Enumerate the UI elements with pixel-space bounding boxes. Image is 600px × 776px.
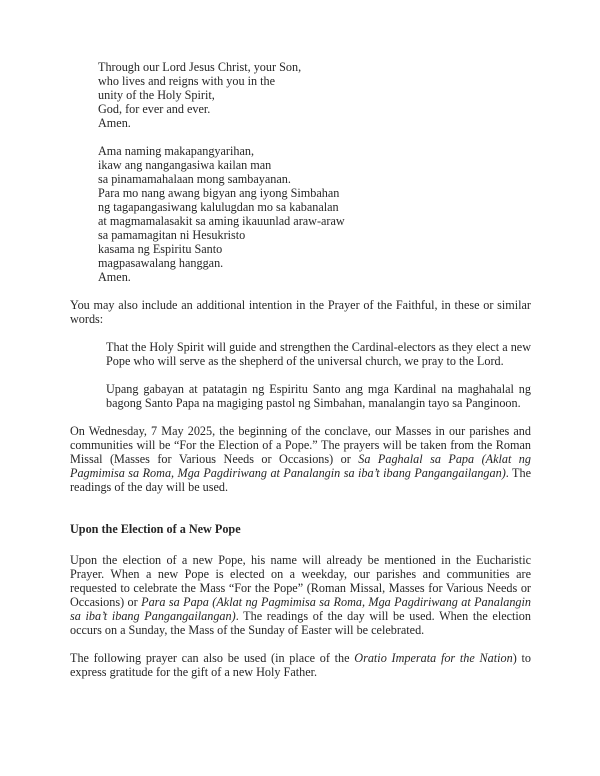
prayer-line: magpasawalang hanggan. [98,256,224,270]
prayer-line: unity of the Holy Spirit, [98,88,215,102]
prayer-line: sa pamamagitan ni Hesukristo [98,228,246,242]
conclave-paragraph [70,424,531,494]
prayer-line: Amen. [98,116,131,130]
prayer-line: kasama ng Espiritu Santo [98,242,223,256]
prayer-line: ikaw ang nangangasiwa kailan man [98,158,272,172]
document-content [70,60,531,693]
gratitude-italic-title: Oratio Imperata for the Nation [354,651,513,665]
gratitude-text-end: ) to express gratitude for the gift of a new Holy Father. [70,651,531,679]
prayer-line: Para mo nang awang bigyan ang iyong Simbahan [98,186,340,200]
intention-english: That the Holy Spirit will guide and strengthen the Cardinal-electors as they elect a new Pope who will serve as the shepherd of the universal church, we pray to the Lord. [106,340,531,368]
prayer-line: Through our Lord Jesus Christ, your Son, [98,60,302,74]
prayer-line: ng tagapangasiwang kalulugdan mo sa kabanalan [98,200,339,214]
conclave-text: On Wednesday, 7 May 2025, the beginning of the conclave, our Masses in our parishes and communities will be “For the Election of a Pope.” The prayers will be taken from the Roman Missal (Masses for Various Needs or Occasions) or [70,424,531,466]
gratitude-text: The following prayer can also be used (in place of the [70,651,355,665]
prayer-line: Ama naming makapangyarihan, [98,144,255,158]
prayer-english [98,60,531,130]
prayer-line: God, for ever and ever. [98,102,211,116]
intro-paragraph: You may also include an additional intention in the Prayer of the Faithful, in these or similar words: [70,298,531,326]
election-paragraph [70,553,531,637]
prayer-line: Amen. [98,270,131,284]
section-heading: Upon the Election of a New Pope [70,522,241,536]
conclave-italic-title: Sa Paghalal sa Papa (Aklat ng Pagmimisa sa Roma, Mga Pagdiriwang at Panalangin sa iba’t ibang Pangangailangan) [70,452,531,480]
prayer-line: sa pinamamahalaan mong sambayanan. [98,172,291,186]
prayer-tagalog [98,144,531,284]
election-text: Upon the election of a new Pope, his name will already be mentioned in the Eucharistic Prayer. When a new Pope is elected on a weekday, our parishes and communities are requested to celebrate the Mass “For the Pope” (Roman Missal, Masses for Various Needs or Occasions) or [70,553,531,609]
conclave-text-end: . The readings of the day will be used. [70,466,531,494]
prayer-line: at magmamalasakit sa aming ikauunlad araw-araw [98,214,345,228]
gratitude-paragraph [70,651,531,679]
election-text-end: . The readings of the day will be used. When the election occurs on a Sunday, the Mass of the Sunday of Easter will be celebrated. [70,609,531,637]
intention-tagalog: Upang gabayan at patatagin ng Espiritu Santo ang mga Kardinal na maghahalal ng bagong Santo Papa na magiging pastol ng Simbahan, manalangin tayo sa Panginoon. [106,382,531,410]
election-italic-title: Para sa Papa (Aklat ng Pagmimisa sa Roma, Mga Pagdiriwang at Panalangin sa iba’t ibang Pangangailangan) [70,595,531,623]
prayer-line: who lives and reigns with you in the [98,74,276,88]
